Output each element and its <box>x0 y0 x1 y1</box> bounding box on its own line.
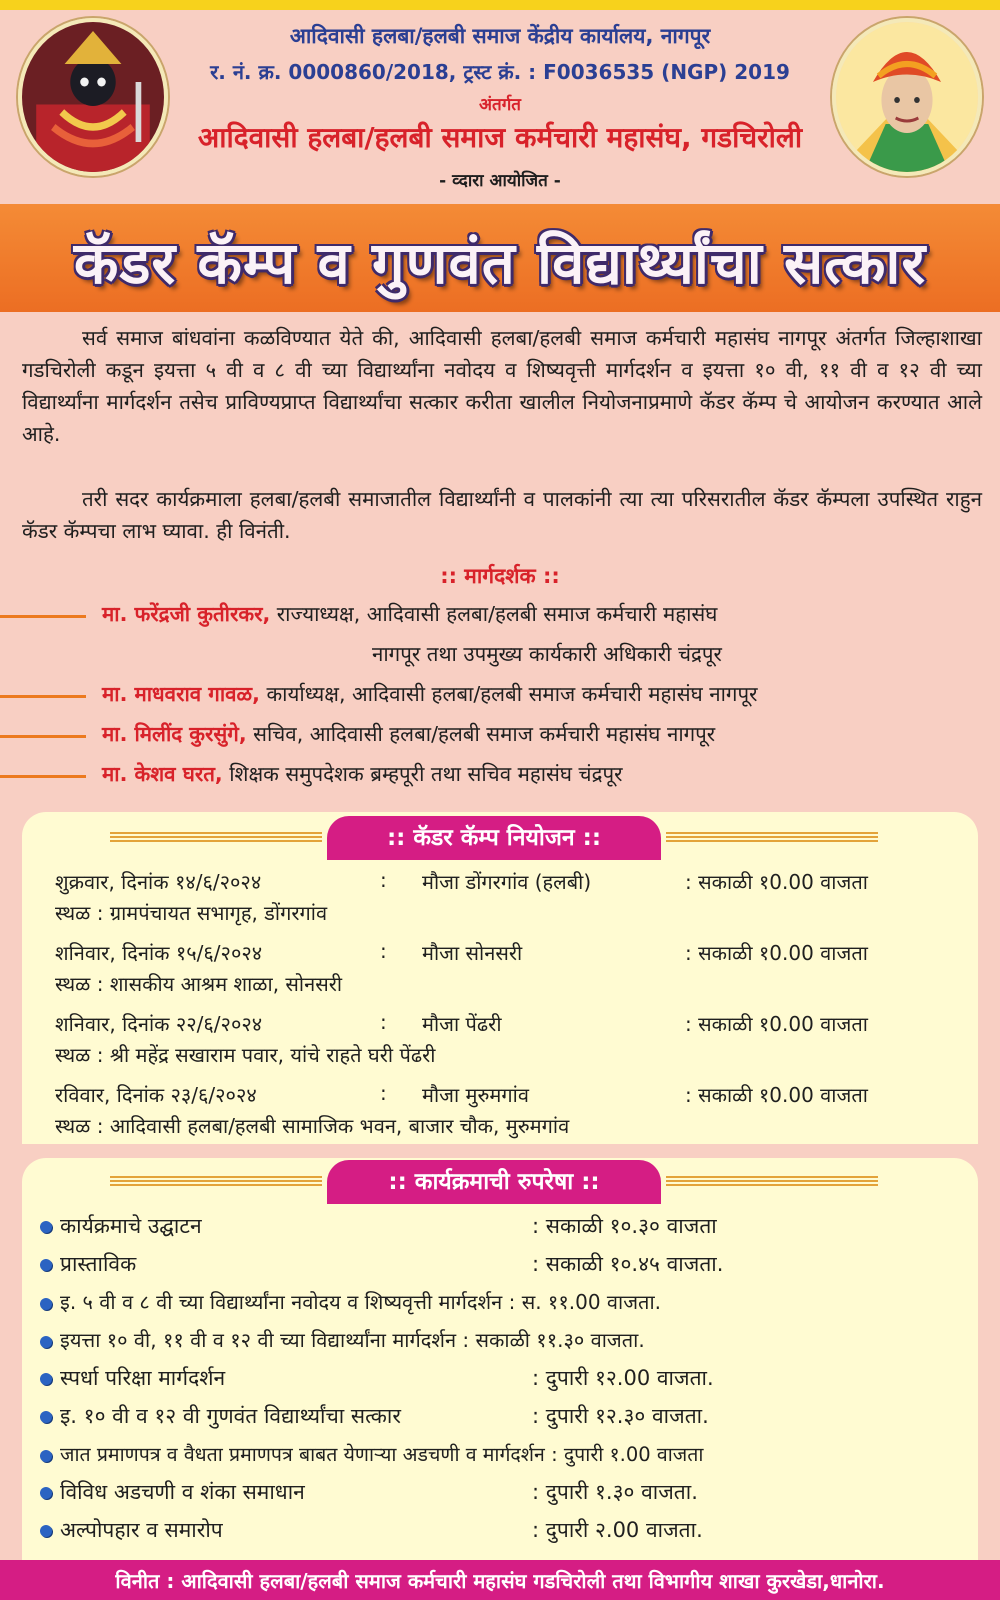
guide-desc: कार्याध्यक्ष, आदिवासी हलबा/हलबी समाज कर्मचारी महासंघ नागपूर <box>259 682 758 706</box>
guide-name: मा. मिलींद कुरसुंगे, <box>102 722 247 746</box>
intro-paragraph-2: तरी सदर कार्यक्रमाला हलबा/हलबी समाजातील विद्यार्थ्यांनी व पालकांनी त्या त्या परिसरातील कॅडर कॅम्पला उपस्थित राहुन कॅडर कॅम्पचा लाभ घ्यावा. ही विनंती. <box>22 487 982 543</box>
program-item <box>40 1364 980 1392</box>
schedule-heading: :: कॅडर कॅम्प नियोजन :: <box>327 816 661 860</box>
schedule-sep: : <box>380 1010 387 1034</box>
schedule-village: मौजा सोनसरी <box>422 941 523 965</box>
bullet-icon <box>40 1259 52 1271</box>
schedule-village: मौजा पेंढरी <box>422 1012 502 1036</box>
schedule-venue: स्थळ : आदिवासी हलबा/हलबी सामाजिक भवन, बाजार चौक, मुरुमगांव <box>55 1114 570 1138</box>
program-item <box>40 1402 980 1430</box>
program-item-text: विविध अडचणी व शंका समाधान <box>60 1480 305 1504</box>
schedule-day: शनिवार, दिनांक २२/६/२०२४ <box>55 1012 263 1036</box>
program-item-time: : दुपारी १२.३० वाजता. <box>532 1404 709 1428</box>
program-heading: :: कार्यक्रमाची रुपरेषा :: <box>327 1160 661 1204</box>
program-item-time: : सकाळी १०.४५ वाजता. <box>532 1252 724 1276</box>
schedule-venue: स्थळ : शासकीय आश्रम शाळा, सोनसरी <box>55 972 343 996</box>
program-item-time: : दुपारी १.३० वाजता. <box>532 1480 698 1504</box>
guide-name: मा. केशव घरत, <box>102 762 223 786</box>
deity-portrait <box>18 18 168 176</box>
schedule-day: शुक्रवार, दिनांक १४/६/२०२४ <box>55 870 262 894</box>
main-title: कॅडर कॅम्प व गुणवंत विद्यार्थ्यांचा सत्कार <box>73 229 927 297</box>
schedule-time: : सकाळी १0.00 वाजता <box>685 1012 868 1036</box>
schedule-village: मौजा डोंगरगांव (हलबी) <box>422 870 592 894</box>
schedule-venue: स्थळ : श्री महेंद्र सखाराम पवार, यांचे राहते घरी पेंढरी <box>55 1043 436 1067</box>
stripe-decoration <box>110 832 322 844</box>
program-item <box>40 1288 980 1315</box>
header-line-federation: आदिवासी हलबा/हलबी समाज कर्मचारी महासंघ, गडचिरोली <box>197 121 803 154</box>
guide-desc-continued: नागपूर तथा उपमुख्य कार्यकारी अधिकारी चंद्रपूर <box>372 642 722 666</box>
schedule-time: : सकाळी १0.00 वाजता <box>685 941 868 965</box>
bullet-icon <box>40 1487 52 1499</box>
header-line-registration: र. नं. क्र. 0000860/2018, ट्रस्ट क्रं. : F0036535 (NGP) 2019 <box>210 60 790 84</box>
schedule-day: शनिवार, दिनांक १५/६/२०२४ <box>55 941 263 965</box>
program-item <box>40 1250 980 1278</box>
program-item-text: स्पर्धा परिक्षा मार्गदर्शन <box>60 1366 226 1390</box>
schedule-time: : सकाळी १0.00 वाजता <box>685 870 868 894</box>
program-item <box>40 1212 980 1240</box>
program-item-text: कार्यक्रमाचे उद्घाटन <box>60 1214 202 1238</box>
bullet-icon <box>40 1298 52 1310</box>
bullet-icon <box>40 1373 52 1385</box>
deity-image <box>22 22 164 172</box>
program-item-text: जात प्रमाणपत्र व वैधता प्रमाणपत्र बाबत येणाऱ्या अडचणी व मार्गदर्शन : दुपारी १.00 वाजता <box>60 1443 704 1466</box>
guide-desc: सचिव, आदिवासी हलबा/हलबी समाज कर्मचारी महासंघ नागपूर <box>246 722 716 746</box>
program-item-time: : सकाळी १०.३० वाजता <box>532 1214 717 1238</box>
guide-line-decoration <box>0 775 86 778</box>
program-item <box>40 1516 980 1544</box>
leader-portrait <box>832 18 982 176</box>
schedule-sep: : <box>380 868 387 892</box>
schedule-sep: : <box>380 1081 387 1105</box>
guides-heading: :: मार्गदर्शक :: <box>440 564 560 588</box>
guide-line-decoration <box>0 615 86 618</box>
guide-desc: राज्याध्यक्ष, आदिवासी हलबा/हलबी समाज कर्मचारी महासंघ <box>270 602 718 626</box>
bullet-icon <box>40 1336 52 1348</box>
leader-image <box>836 22 978 172</box>
program-item-text: इयत्ता १० वी, ११ वी व १२ वी च्या विद्यार्थ्यांना मार्गदर्शन : सकाळी ११.३० वाजता. <box>60 1328 645 1352</box>
program-item-text: अल्पोपहार व समारोप <box>60 1518 223 1542</box>
bullet-icon <box>40 1525 52 1537</box>
footer-text: विनीत : आदिवासी हलबा/हलबी समाज कर्मचारी महासंघ गडचिरोली तथा विभागीय शाखा कुरखेडा,धानोरा. <box>115 1569 885 1593</box>
guide-line-decoration <box>0 735 86 738</box>
bullet-icon <box>40 1221 52 1233</box>
intro-paragraph-1: सर्व समाज बांधवांना कळविण्यात येते की, आदिवासी हलबा/हलबी समाज कर्मचारी महासंघ नागपूर अंतर्गत जिल्हाशाखा गडचिरोली कडून इयत्ता ५ वी व ८ वी च्या विद्यार्थ्यांना नवोदय व शिष्यवृत्ती मार्गदर्शन व इयत्ता १० वी, ११ वी व १२ वी च्या विद्यार्थ्यांना मार्गदर्शन तसेच प्राविण्यप्राप्त विद्यार्थ्यांचा सत्कार करीता खालील नियोजनाप्रमाणे कॅडर कॅम्प चे आयोजन करण्यात आले आहे. <box>22 326 982 446</box>
stripe-decoration <box>666 1176 878 1188</box>
guide-name: मा. फरेंद्रजी कुतीरकर, <box>102 602 271 626</box>
schedule-venue: स्थळ : ग्रामपंचायत सभागृह, डोंगरगांव <box>55 901 328 925</box>
guide-name: मा. माधवराव गावळ, <box>102 682 260 706</box>
program-item-text: इ. १० वी व १२ वी गुणवंत विद्यार्थ्यांचा सत्कार <box>60 1404 401 1428</box>
header-line-central-office: आदिवासी हलबा/हलबी समाज केंद्रीय कार्यालय, नागपूर <box>289 24 711 48</box>
schedule-time: : सकाळी १0.00 वाजता <box>685 1083 868 1107</box>
schedule-day: रविवार, दिनांक २३/६/२०२४ <box>55 1083 257 1107</box>
program-item-text: इ. ५ वी व ८ वी च्या विद्यार्थ्यांना नवोदय व शिष्यवृत्ती मार्गदर्शन : स. ११.00 वाजता. <box>60 1290 661 1314</box>
stripe-decoration <box>110 1176 322 1188</box>
program-item-time: : दुपारी २.00 वाजता. <box>532 1518 703 1542</box>
bullet-icon <box>40 1411 52 1423</box>
program-item-time: : दुपारी १२.00 वाजता. <box>532 1366 714 1390</box>
schedule-village: मौजा मुरुमगांव <box>422 1083 529 1107</box>
guide-line-decoration <box>0 695 86 698</box>
header-line-under: अंतर्गत <box>479 95 521 115</box>
top-accent-bar <box>0 0 1000 10</box>
program-item-text: प्रास्ताविक <box>60 1252 137 1276</box>
guide-desc: शिक्षक समुपदेशक ब्रम्हपूरी तथा सचिव महासंघ चंद्रपूर <box>222 762 623 786</box>
header-line-organized-by: - व्दारा आयोजित - <box>439 171 561 191</box>
program-item <box>40 1326 980 1353</box>
schedule-sep: : <box>380 939 387 963</box>
program-item <box>40 1440 980 1467</box>
bullet-icon <box>40 1450 52 1462</box>
program-item <box>40 1478 980 1506</box>
stripe-decoration <box>666 832 878 844</box>
